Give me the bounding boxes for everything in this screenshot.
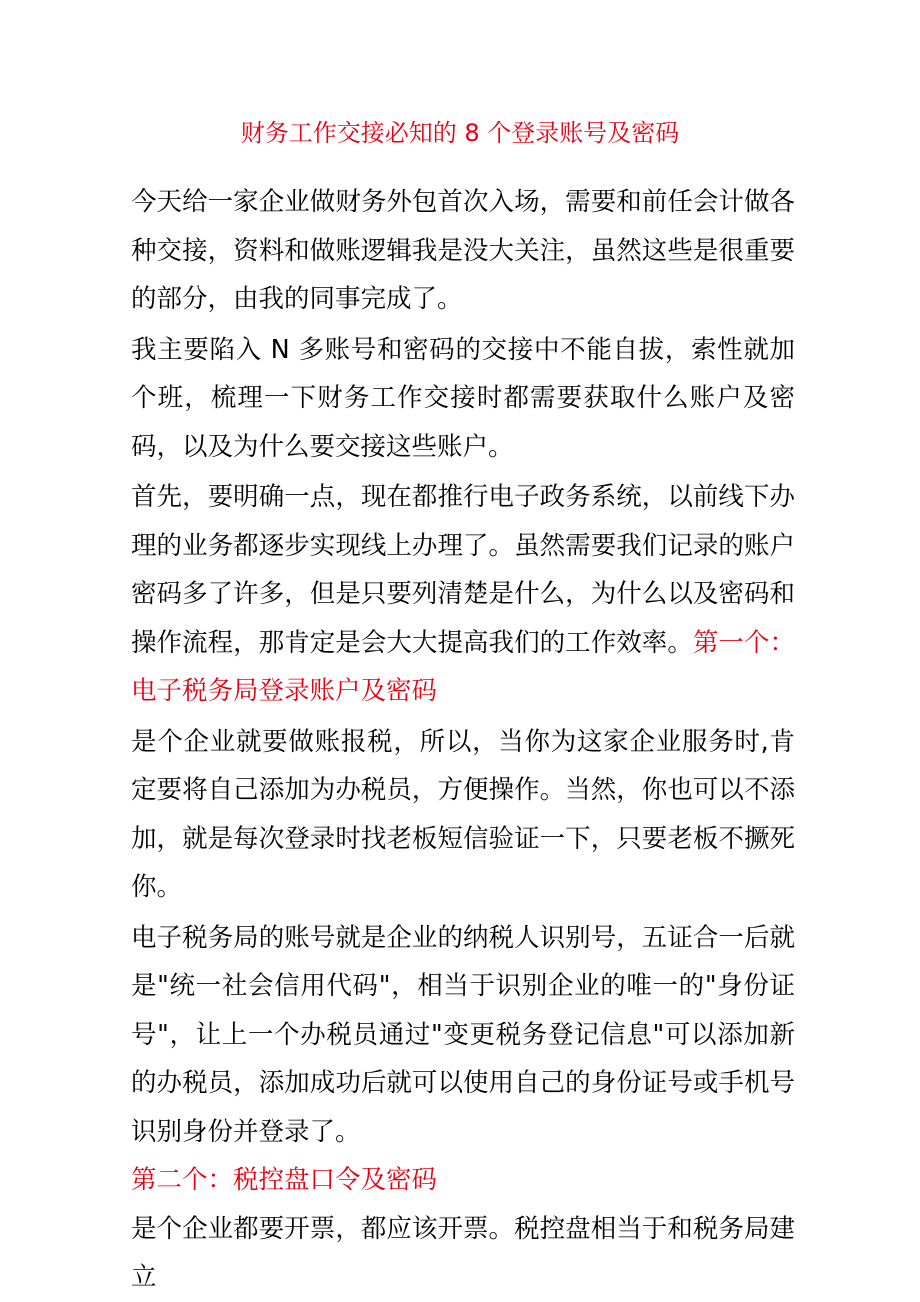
document-title: 财务工作交接必知的 8 个登录账号及密码 bbox=[240, 119, 680, 147]
paragraph-accounts: 我主要陷入 N 多账号和密码的交接中不能自拔，索性就加个班，梳理一下财务工作交接时都需要获取什么账户及密码，以及为什么要交接这些账户。 bbox=[131, 334, 795, 462]
section-heading-2: 第二个：税控盘口令及密码 bbox=[131, 1165, 438, 1195]
paragraph-invoice: 是个企业都要开票，都应该开票。税控盘相当于和税务局建立 bbox=[131, 1213, 795, 1292]
paragraph-tax-filing: 是个企业就要做账报税，所以，当你为这家企业服务时,肯定要将自己添加为办税员，方便操作。当然，你也可以不添加，就是每次登录时找老板短信验证一下，只要老板不撅死你。 bbox=[131, 726, 795, 902]
paragraph-intro: 今天给一家企业做财务外包首次入场，需要和前任会计做各种交接，资料和做账逻辑我是没大关注，虽然这些是很重要的部分，由我的同事完成了。 bbox=[131, 187, 795, 314]
paragraph-e-government bbox=[131, 473, 795, 716]
document-body bbox=[131, 178, 795, 1302]
paragraph-e-government-text: 首先，要明确一点，现在都推行电子政务系统，以前线下办理的业务都逐步实现线上办理了。虽然需要我们记录的账户密码多了许多，但是只要列清楚是什么，为什么以及密码和操作流程，那肯定是会大大提高我们的工作效率。 bbox=[131, 482, 795, 658]
paragraph-tax-account: 电子税务局的账号就是企业的纳税人识别号，五证合一后就是"统一社会信用代码"，相当于识别企业的唯一的"身份证号"，让上一个办税员通过"变更税务登记信息"可以添加新的办税员，添加成功后就可以使用自己的身份证号或手机号识别身份并登录了。 bbox=[131, 922, 795, 1147]
section-heading-1: 第一个：电子税务局登录账户及密码 bbox=[131, 627, 795, 706]
